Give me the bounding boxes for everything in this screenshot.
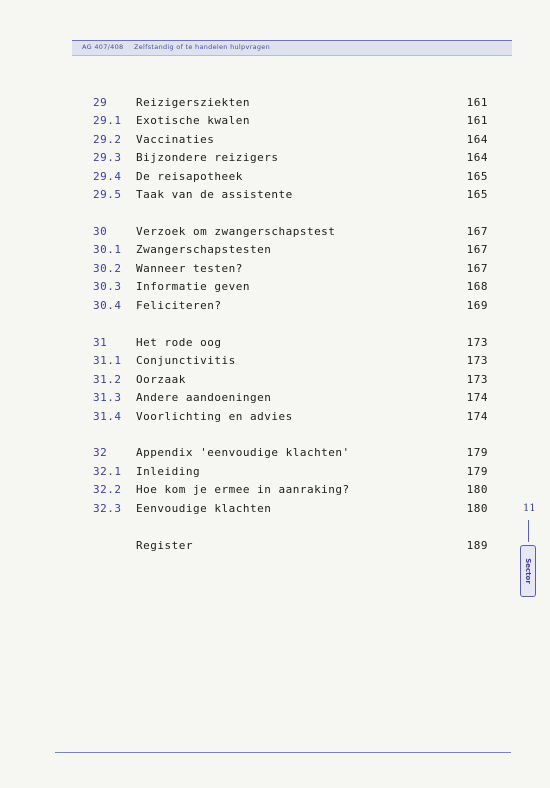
toc-page: 165: [466, 188, 488, 201]
toc-page: 168: [466, 280, 488, 293]
footer-rule: [55, 752, 511, 753]
toc-title: Het rode oog: [136, 336, 222, 349]
toc-page: 179: [466, 465, 488, 478]
toc-number: 31: [93, 336, 108, 349]
toc-row: [0, 131, 550, 149]
toc-number: 29.1: [93, 114, 122, 127]
toc-title: Exotische kwalen: [136, 114, 250, 127]
toc-page: 174: [466, 391, 488, 404]
toc-number: 31.4: [93, 410, 122, 423]
toc-number: 30.2: [93, 262, 122, 275]
toc-page: 180: [466, 502, 488, 515]
toc-row: [0, 260, 550, 278]
toc-row: [0, 149, 550, 167]
toc-page: 167: [466, 225, 488, 238]
toc-number: 29.3: [93, 151, 122, 164]
toc-page: 179: [466, 446, 488, 459]
toc-row: [0, 463, 550, 481]
toc-row: [0, 444, 550, 462]
toc-title: Voorlichting en advies: [136, 410, 293, 423]
toc-title: Bijzondere reizigers: [136, 151, 279, 164]
toc-title: Inleiding: [136, 465, 201, 478]
toc-number: 30.3: [93, 280, 122, 293]
header-code: AG 407/408: [82, 43, 124, 51]
toc-row: [0, 94, 550, 112]
toc-title: Taak van de assistente: [136, 188, 293, 201]
header-title: Zelfstandig of te handelen hulpvragen: [134, 43, 271, 51]
side-divider: [528, 520, 529, 542]
toc-title: Register: [136, 539, 193, 552]
toc-page: 164: [466, 151, 488, 164]
toc-title: Hoe kom je ermee in aanraking?: [136, 483, 350, 496]
toc-page: 167: [466, 262, 488, 275]
toc-row: [0, 408, 550, 426]
toc-row: [0, 334, 550, 352]
toc-title: Oorzaak: [136, 373, 186, 386]
toc-row: [0, 297, 550, 315]
toc-number: 30.1: [93, 243, 122, 256]
toc-row: [0, 186, 550, 204]
toc-row: [0, 168, 550, 186]
toc-number: 29.2: [93, 133, 122, 146]
sector-logo-icon: [520, 545, 536, 597]
toc-row: [0, 389, 550, 407]
toc-title: Vaccinaties: [136, 133, 215, 146]
toc-title: Wanneer testen?: [136, 262, 243, 275]
toc-title: Eenvoudige klachten: [136, 502, 272, 515]
toc-number: 30: [93, 225, 108, 238]
toc-number: 31.2: [93, 373, 122, 386]
toc-page: 164: [466, 133, 488, 146]
toc-number: 29.4: [93, 170, 122, 183]
toc-title: Informatie geven: [136, 280, 250, 293]
toc-number: 32.2: [93, 483, 122, 496]
side-page-number: 11: [523, 503, 536, 514]
toc-row: [0, 112, 550, 130]
toc-number: 32.3: [93, 502, 122, 515]
toc-title: Verzoek om zwangerschapstest: [136, 225, 336, 238]
toc-page: 167: [466, 243, 488, 256]
toc-page: 169: [466, 299, 488, 312]
toc-title: Conjunctivitis: [136, 354, 236, 367]
toc-row: [0, 371, 550, 389]
sector-logo-text: Sector: [524, 558, 532, 584]
toc-page: 165: [466, 170, 488, 183]
toc-page: 174: [466, 410, 488, 423]
toc-title: Zwangerschapstesten: [136, 243, 272, 256]
toc-page: 161: [466, 114, 488, 127]
toc-page: 180: [466, 483, 488, 496]
toc-page: 173: [466, 373, 488, 386]
toc-number: 31.3: [93, 391, 122, 404]
toc-row-register: [0, 537, 550, 555]
toc-number: 29: [93, 96, 108, 109]
toc-title: Reizigersziekten: [136, 96, 250, 109]
toc-row: [0, 481, 550, 499]
toc-number: 29.5: [93, 188, 122, 201]
toc-row: [0, 278, 550, 296]
toc-page: 173: [466, 354, 488, 367]
toc-row: [0, 352, 550, 370]
toc-page: 189: [466, 539, 488, 552]
toc-number: 31.1: [93, 354, 122, 367]
toc-row: [0, 223, 550, 241]
toc-page: 161: [466, 96, 488, 109]
toc-page: 173: [466, 336, 488, 349]
toc-row: [0, 241, 550, 259]
toc-number: 32.1: [93, 465, 122, 478]
toc-title: Appendix 'eenvoudige klachten': [136, 446, 350, 459]
toc-title: Andere aandoeningen: [136, 391, 272, 404]
toc-number: 32: [93, 446, 108, 459]
toc-row: [0, 500, 550, 518]
toc-number: 30.4: [93, 299, 122, 312]
toc-title: De reisapotheek: [136, 170, 243, 183]
toc-title: Feliciteren?: [136, 299, 222, 312]
